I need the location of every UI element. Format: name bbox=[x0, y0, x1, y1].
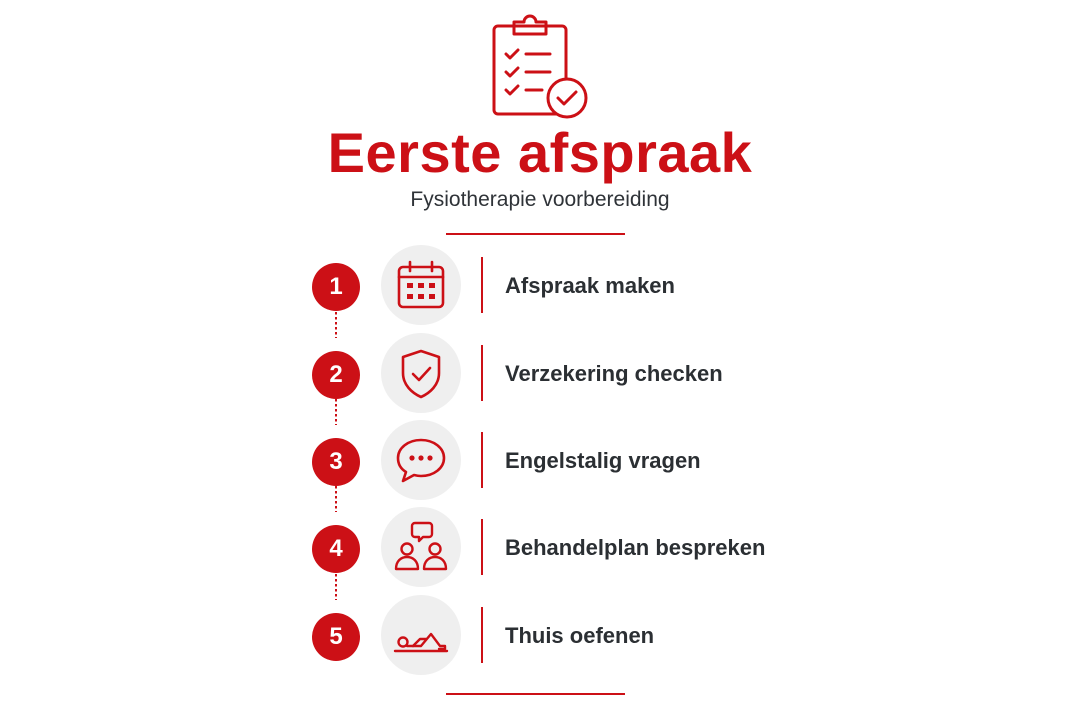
step-label: Engelstalig vragen bbox=[505, 448, 701, 473]
step-icon-circle bbox=[381, 245, 461, 325]
clipboard-checklist-icon bbox=[490, 14, 590, 120]
step-divider bbox=[481, 519, 483, 575]
step-item-4 bbox=[0, 507, 1080, 591]
chat-bubble-icon bbox=[393, 432, 449, 488]
bottom-divider bbox=[446, 693, 625, 695]
step-icon-circle bbox=[381, 420, 461, 500]
top-divider bbox=[446, 233, 625, 235]
people-conversation-icon bbox=[393, 519, 449, 575]
step-number-badge: 4 bbox=[312, 525, 360, 573]
shield-check-icon bbox=[393, 345, 449, 401]
step-label: Verzekering checken bbox=[505, 361, 723, 386]
step-item-1 bbox=[0, 245, 1080, 329]
step-item-5 bbox=[0, 595, 1080, 679]
step-label: Behandelplan bespreken bbox=[505, 535, 766, 560]
calendar-icon bbox=[393, 257, 449, 313]
step-label: Afspraak maken bbox=[505, 273, 675, 298]
step-item-3 bbox=[0, 420, 1080, 504]
page-subtitle: Fysiotherapie voorbereiding bbox=[410, 188, 670, 211]
step-number-badge: 5 bbox=[312, 613, 360, 661]
step-divider bbox=[481, 345, 483, 401]
step-icon-circle bbox=[381, 595, 461, 675]
step-number-badge: 3 bbox=[312, 438, 360, 486]
step-number-badge: 2 bbox=[312, 351, 360, 399]
lying-exercise-icon bbox=[393, 607, 449, 663]
page-title: Eerste afspraak bbox=[327, 121, 753, 184]
step-divider bbox=[481, 432, 483, 488]
step-number-badge: 1 bbox=[312, 263, 360, 311]
step-label: Thuis oefenen bbox=[505, 623, 655, 648]
step-divider bbox=[481, 607, 483, 663]
step-item-2 bbox=[0, 333, 1080, 417]
step-divider bbox=[481, 257, 483, 313]
step-icon-circle bbox=[381, 333, 461, 413]
step-icon-circle bbox=[381, 507, 461, 587]
